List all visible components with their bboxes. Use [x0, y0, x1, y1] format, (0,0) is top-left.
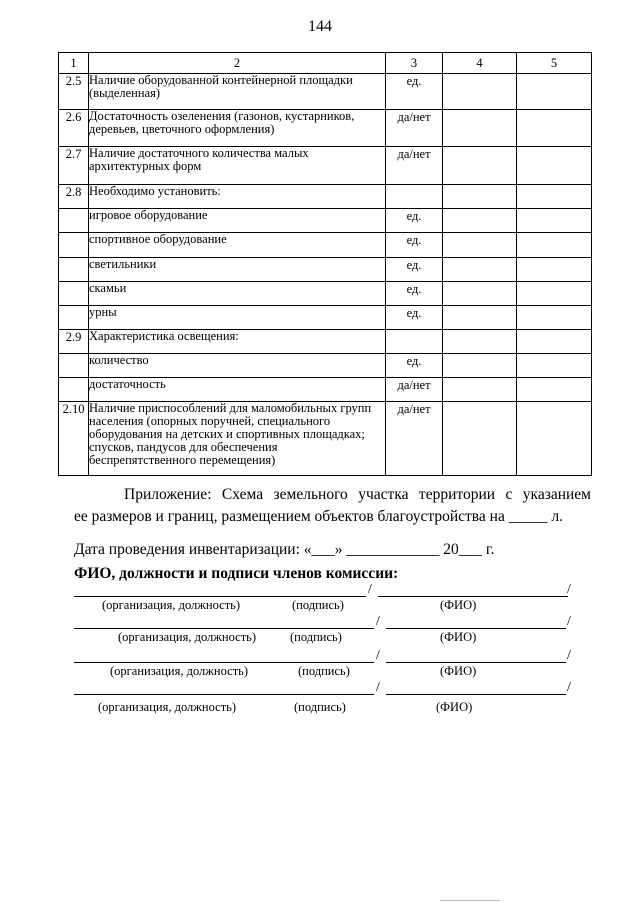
- caption-org: (организация, должность): [118, 630, 257, 644]
- table-row: [59, 258, 592, 282]
- row-number: [59, 282, 89, 306]
- row-value-cell: [443, 306, 517, 330]
- slash-separator: /: [567, 582, 571, 597]
- table-row: [59, 110, 592, 147]
- row-value-cell: [443, 282, 517, 306]
- row-value-cell: [443, 330, 517, 354]
- table-row: [59, 185, 592, 209]
- row-name: Необходимо установить:: [89, 185, 386, 209]
- row-name: Наличие достаточного количества малых архитектурных форм: [89, 147, 386, 185]
- inventory-date-line: Дата проведения инвентаризации: «___» ____________ 20___ г.: [74, 541, 495, 558]
- caption-fio: (ФИО): [436, 700, 473, 714]
- fio-line: [386, 628, 566, 629]
- row-name: светильники: [89, 258, 386, 282]
- caption-fio: (ФИО): [440, 664, 477, 678]
- row-number: 2.7: [59, 147, 89, 185]
- signature-line: [74, 628, 374, 629]
- row-unit: [386, 185, 443, 209]
- signature-line: [74, 662, 374, 663]
- row-number: 2.10: [59, 402, 89, 476]
- row-name: достаточность: [89, 378, 386, 402]
- row-unit: да/нет: [386, 110, 443, 147]
- row-value-cell: [517, 209, 592, 233]
- row-value-cell: [517, 258, 592, 282]
- slash-separator: /: [567, 614, 571, 629]
- caption-sign: (подпись): [294, 700, 346, 714]
- slash-separator: /: [376, 614, 380, 629]
- row-unit: да/нет: [386, 402, 443, 476]
- row-unit: ед.: [386, 209, 443, 233]
- row-value-cell: [517, 147, 592, 185]
- scan-artifact: [440, 900, 500, 901]
- row-name: скамьи: [89, 282, 386, 306]
- row-name: количество: [89, 354, 386, 378]
- row-value-cell: [517, 74, 592, 110]
- table-row: [59, 147, 592, 185]
- row-value-cell: [443, 110, 517, 147]
- row-number: 2.5: [59, 74, 89, 110]
- attachment-line-2: ее размеров и границ, размещением объектов благоустройства на _____ л.: [74, 508, 563, 525]
- slash-separator: /: [368, 582, 372, 597]
- row-name: игровое оборудование: [89, 209, 386, 233]
- commission-title: ФИО, должности и подписи членов комиссии:: [74, 565, 399, 582]
- row-value-cell: [443, 233, 517, 258]
- row-value-cell: [517, 306, 592, 330]
- row-unit: [386, 330, 443, 354]
- row-unit: ед.: [386, 282, 443, 306]
- row-value-cell: [517, 233, 592, 258]
- fio-line: [386, 662, 566, 663]
- fio-line: [386, 694, 566, 695]
- row-name: Характеристика освещения:: [89, 330, 386, 354]
- inventory-table: [58, 52, 592, 476]
- row-number: [59, 354, 89, 378]
- row-value-cell: [517, 402, 592, 476]
- slash-separator: /: [567, 648, 571, 663]
- table-header-row: [59, 53, 592, 74]
- row-name: Наличие приспособлений для маломобильных групп населения (опорных поручней, специального оборудования на детских и спортивных площадках; спусков, пандусов для обеспечения беспрепятственного перемещения): [89, 402, 386, 476]
- row-name: спортивное оборудование: [89, 233, 386, 258]
- header-col-1: 1: [59, 53, 89, 74]
- row-value-cell: [517, 110, 592, 147]
- row-value-cell: [517, 282, 592, 306]
- row-unit: да/нет: [386, 147, 443, 185]
- caption-sign: (подпись): [292, 598, 344, 612]
- table-row: [59, 354, 592, 378]
- caption-sign: (подпись): [298, 664, 350, 678]
- row-number: 2.8: [59, 185, 89, 209]
- row-value-cell: [443, 354, 517, 378]
- attachment-line-1: Приложение: Схема земельного участка территории с указанием: [124, 486, 591, 503]
- row-value-cell: [443, 74, 517, 110]
- slash-separator: /: [376, 648, 380, 663]
- signature-line: [74, 596, 366, 597]
- row-value-cell: [517, 185, 592, 209]
- slash-separator: /: [376, 680, 380, 695]
- signature-line: [74, 694, 374, 695]
- row-value-cell: [443, 147, 517, 185]
- row-value-cell: [443, 209, 517, 233]
- caption-org: (организация, должность): [110, 664, 249, 678]
- row-value-cell: [517, 354, 592, 378]
- row-value-cell: [517, 330, 592, 354]
- row-value-cell: [443, 402, 517, 476]
- row-unit: ед.: [386, 233, 443, 258]
- row-number: [59, 233, 89, 258]
- row-number: [59, 378, 89, 402]
- table-row: [59, 209, 592, 233]
- row-name: урны: [89, 306, 386, 330]
- caption-fio: (ФИО): [440, 598, 477, 612]
- row-unit: ед.: [386, 258, 443, 282]
- table-row: [59, 233, 592, 258]
- slash-separator: /: [567, 680, 571, 695]
- row-value-cell: [443, 258, 517, 282]
- row-number: [59, 306, 89, 330]
- attachment-note: [74, 484, 591, 528]
- row-number: 2.9: [59, 330, 89, 354]
- caption-org: (организация, должность): [102, 598, 241, 612]
- row-value-cell: [443, 185, 517, 209]
- header-col-4: 4: [443, 53, 517, 74]
- caption-fio: (ФИО): [440, 630, 477, 644]
- table-row: [59, 282, 592, 306]
- table-row: [59, 402, 592, 476]
- row-unit: ед.: [386, 306, 443, 330]
- row-unit: да/нет: [386, 378, 443, 402]
- header-col-5: 5: [517, 53, 592, 74]
- row-value-cell: [443, 378, 517, 402]
- row-unit: ед.: [386, 74, 443, 110]
- table-row: [59, 306, 592, 330]
- row-name: Достаточность озеленения (газонов, кустарников, деревьев, цветочного оформления): [89, 110, 386, 147]
- row-number: [59, 209, 89, 233]
- caption-sign: (подпись): [290, 630, 342, 644]
- row-number: 2.6: [59, 110, 89, 147]
- table-row: [59, 74, 592, 110]
- table-row: [59, 378, 592, 402]
- caption-org: (организация, должность): [98, 700, 237, 714]
- row-unit: ед.: [386, 354, 443, 378]
- table-row: [59, 330, 592, 354]
- row-number: [59, 258, 89, 282]
- page-number: 144: [308, 18, 332, 35]
- header-col-3: 3: [386, 53, 443, 74]
- header-col-2: 2: [89, 53, 386, 74]
- fio-line: [378, 596, 568, 597]
- row-value-cell: [517, 378, 592, 402]
- row-name: Наличие оборудованной контейнерной площадки (выделенная): [89, 74, 386, 110]
